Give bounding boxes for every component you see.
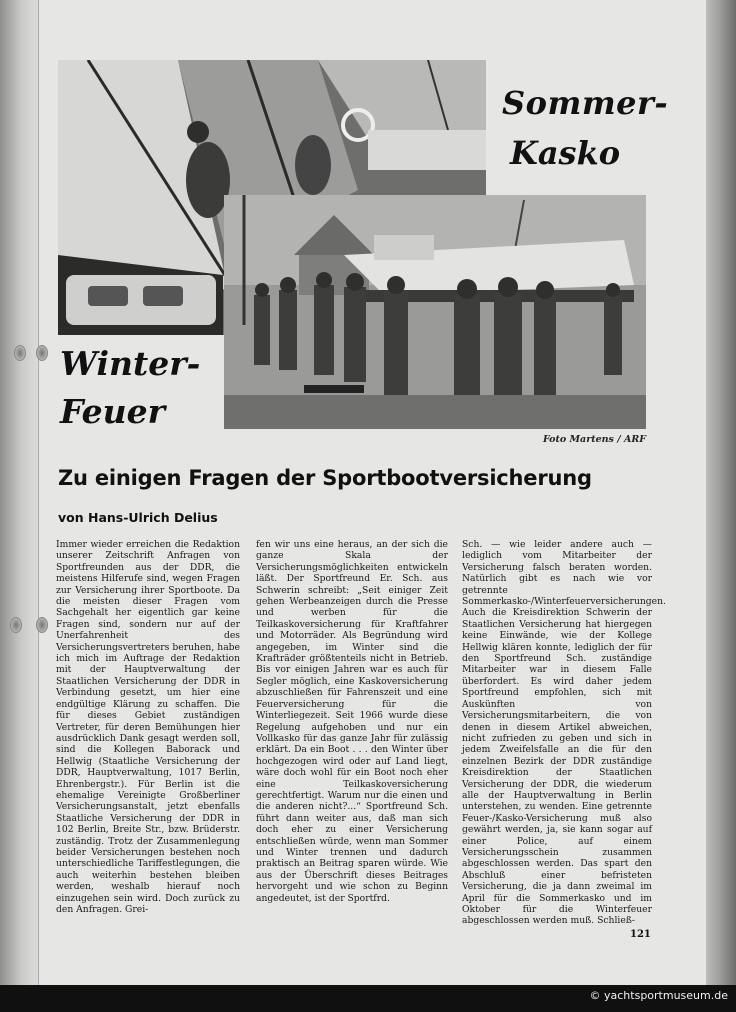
title-kasko: Kasko [510,134,621,172]
binding-hole [14,345,26,361]
title-sommer: Sommer- [502,84,669,122]
article-column-1 [56,539,240,915]
column-text: Immer wieder erreichen die Redaktion unserer Zeitschrift Anfragen von Sportfreunden aus der DDR, die meistens Hilferufe sind, wegen Fragen zur Versicherung ihrer Sportboote. Da die meisten dieser Fragen vom Sachgehalt her eigentlich gar keine Fragen sind, sondern nur auf der Unerfahrenheit des Versicherungsvertreters beruhen, habe ich mich im Auftrage der Redaktion mit der Hauptverwaltung der Staatlichen Versicherung der DDR in Verbindung gesetzt, um hier eine endgültige Klärung zu schaffen. Die für dieses Gebiet zuständigen Vertreter, für deren Bemühungen hier ausdrücklich Dank gesagt werden soll, sind die Kollegen Baborack und Hellwig (Staatliche Versicherung der DDR, Hauptverwaltung, 1017 Berlin, Ehrenbergstr.). Für Berlin ist die ehemalige Vereinigte Großberliner Versicherungsanstalt, jetzt ebenfalls Staatliche Versicherung der DDR in 102 Berlin, Breite Str., bzw. Brüderstr. zuständig. Trotz der Zusammenlegung beider Versicherungen bestehen noch unterschiedliche Tariffestlegungen, die auch weiterhin bestehen bleiben werden, weshalb hierauf noch einzugehen sein wird. Doch zurück zu den Anfragen. Grei- [56,539,240,915]
title-feuer: Feuer [60,392,165,431]
page-number: 121 [630,929,651,940]
article-headline: Zu einigen Fragen der Sportbootversicherung [58,466,592,490]
watermark-credit: © yachtsportmuseum.de [589,989,728,1002]
article-byline: von Hans-Ulrich Delius [58,510,218,525]
book-spine-left [0,0,39,985]
photo-caption: Foto Martens / ARF [542,434,646,445]
article-column-2 [256,539,448,904]
binding-hole [36,345,48,361]
binding-hole [10,617,22,633]
column-text: Sch. — wie leider andere auch — lediglich vom Mitarbeiter der Versicherung falsch beraten worden. Natürlich gibt es nach wie vor getrennte Sommerkasko-/Winterfeuerversicherungen. Auch die Kreisdirektion Schwerin der Staatlichen Versicherung hat hiergegen keine Einwände, wie der Kollege Hellwig klären konnte, lediglich der für den Sportfreund Sch. zuständige Mitarbeiter war in diesem Falle überfordert. Es wird daher jedem Sportfreund empfohlen, sich mit Auskünften von Versicherungsmitarbeitern, die von denen in diesem Artikel abweichen, nicht zufrieden zu geben und sich in jedem Zweifelsfalle an die für den einzelnen Bezirk der DDR zuständige Kreisdirektion der Staatlichen Versicherung der DDR, die wiederum alle der Hauptverwaltung in Berlin unterstehen, zu wenden. Eine getrennte Feuer-/Kasko-Versicherung muß also gewährt werden, ja, sie kann sogar auf einer Police, auf einem Versicherungsschein zusammen abgeschlossen werden. Das spart den Abschluß einer befristeten Versicherung, die ja dann zweimal im April für die Sommerkasko und im Oktober für die Winterfeuer abgeschlossen werden muß. Schließ- [462,539,666,927]
article-column-3 [462,539,666,927]
binding-hole [36,617,48,633]
title-winter: Winter- [60,344,201,383]
column-text: fen wir uns eine heraus, an der sich die ganze Skala der Versicherungsmöglichkeiten entwickeln läßt. Der Sportfreund Er. Sch. aus Schwerin schreibt: „Seit einiger Zeit gehen Werbeanzeigen durch die Presse und werben für die Teilkaskoversicherung für Kraftfahrer und Motorräder. Als Begründung wird angegeben, im Winter sind die Krafträder größtenteils nicht in Betrieb. Bis vor einigen Jahren war es auch für Segler möglich, eine Kaskoversicherung abzuschließen für Fahrenszeit und eine Feuerversicherung für die Winterliegezeit. Seit 1966 wurde diese Regelung aufgehoben und nur ein Vollkasko für das ganze Jahr für zulässig erklärt. Da ein Boot . . . den Winter über hochgezogen wird oder auf Land liegt, wäre doch wohl für ein Boot noch eher eine Teilkaskoversicherung gerechtfertigt. Warum nur die einen und die anderen nicht?...“ Sportfreund Sch. führt dann weiter aus, daß man sich doch eher zu einer Versicherung entschließen würde, wenn man Sommer und Winter trennen und dadurch praktisch an Beitrag sparen würde. Wie aus der Überschrift dieses Beitrages hervorgeht und wie schon zu Beginn angedeutet, ist der Sportfrd. [256,539,448,904]
photo-boat-carried [224,195,646,429]
book-edge-right [706,0,736,985]
